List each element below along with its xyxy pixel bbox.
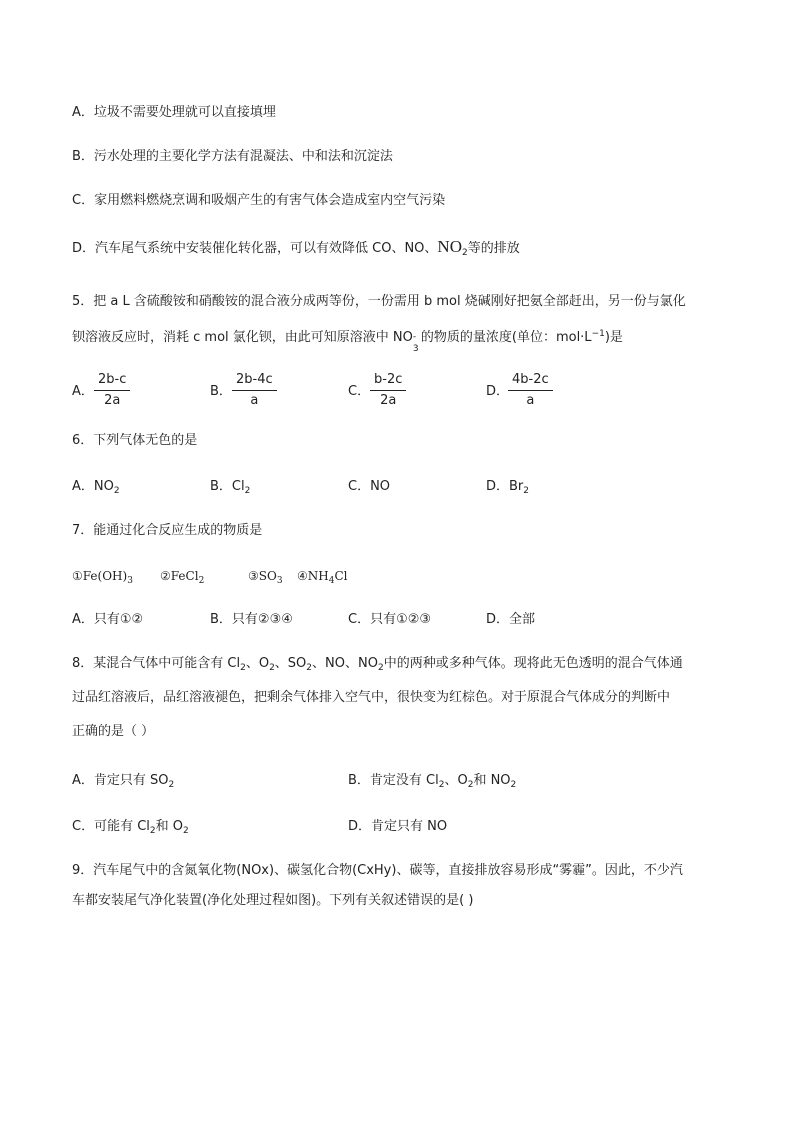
subscript: 2 <box>523 486 530 496</box>
q6-option-d <box>486 478 529 496</box>
subscript: 2 <box>240 663 246 673</box>
q8-stem-text2: 过品红溶液后，品红溶液褪色，把剩余气体排入空气中，很快变为红棕色。对于原混合气体成分的判断中 <box>72 690 671 705</box>
q5-option-b-fraction <box>232 372 277 409</box>
q9-stem-line2 <box>72 892 473 910</box>
q4-option-c <box>72 192 445 210</box>
subscript: 3 <box>276 576 283 586</box>
q7-item-1-text: ①Fe(OH) <box>72 569 128 583</box>
q8-stem-line3 <box>72 723 154 741</box>
fraction-numerator: 2b-c <box>94 372 130 391</box>
subscript: 4 <box>328 576 335 586</box>
q8-option-b-text3: 和 NO <box>473 773 511 788</box>
q9-stem-text1: 9．汽车尾气中的含氮氧化物(NOx)、碳氢化合物(CxHy)、碳等，直接排放容易形成“雾霾”。因此，不少汽 <box>72 863 683 878</box>
q8-text-d: 、NO、NO <box>312 656 378 671</box>
q7-option-c: C．只有①②③ <box>348 612 432 627</box>
q8-text-c: 、SO <box>274 656 307 671</box>
subscript: 2 <box>467 780 474 790</box>
q4-option-d-end: 等的排放 <box>467 241 520 256</box>
no2-formula: NO <box>437 237 462 256</box>
q5-unit-text: 的物质的量浓度(单位：mol·L <box>420 330 592 345</box>
q7-item-3 <box>248 567 283 585</box>
q5-stem-text1: 5．把 a L 含硫酸铵和硝酸铵的混合液分成两等份，一份需用 b mol 烧碱刚好把氨全部赶出，另一份与氯化 <box>72 294 686 309</box>
q4-option-d-text: D．汽车尾气系统中安装催化转化器，可以有效降低 CO、NO、 <box>72 241 438 256</box>
q9-stem-text2: 车都安装尾气净化装置(净化处理过程如图)。下列有关叙述错误的是( ) <box>72 893 474 908</box>
q6-option-a <box>72 478 120 496</box>
q8-option-a <box>72 772 174 790</box>
subscript: 2 <box>149 826 156 836</box>
subscript: 2 <box>198 576 205 586</box>
q7-item-1 <box>72 567 133 585</box>
fraction-denominator: a <box>526 393 535 408</box>
q7-item-4-text: ④NH <box>297 569 329 583</box>
q7-stem-text: 7．能通过化合反应生成的物质是 <box>72 523 263 538</box>
q5-option-c-label: C． <box>348 384 371 399</box>
q5-stem-end: )是 <box>604 330 623 345</box>
subscript: 2 <box>377 663 384 673</box>
q7-item-2-text: ②FeCl <box>160 569 199 583</box>
q5-option-d-label: D． <box>486 384 510 399</box>
subscript: 2 <box>168 780 175 790</box>
q6-stem <box>72 432 197 450</box>
q6-option-b-text: B．Cl <box>210 479 245 494</box>
q6-option-a-text: A．NO <box>72 479 114 494</box>
q4-option-c-text: C．家用燃料燃烧烹调和吸烟产生的有害气体会造成室内空气污染 <box>72 193 446 208</box>
q5-stem-line1 <box>72 293 686 311</box>
unit-exponent: −1 <box>591 329 605 339</box>
q6-option-c-text: C．NO <box>348 479 391 494</box>
q5-stem-line2: 钡溶液反应时，消耗 c mol 氯化钡，由此可知原溶液中 NO - 3 的物质的量浓度(单位：$mol\cdot L^{-1}$)是 <box>72 329 623 354</box>
q7-item-4 <box>297 567 348 585</box>
fraction-numerator: b-2c <box>370 372 406 391</box>
fraction-numerator: 4b-2c <box>508 372 553 391</box>
q8-option-b-text2: 、O <box>444 773 468 788</box>
subscript: 2 <box>244 486 251 496</box>
q5-option-d-fraction <box>508 372 553 409</box>
q8-text-a: 8．某混合气体中可能含有 Cl <box>72 656 241 671</box>
q5-option-b-label: B． <box>210 384 232 399</box>
q5-option-a-label: A． <box>72 384 94 399</box>
q7-option-a: A．只有①② <box>72 612 144 627</box>
q8-option-d: D．肯定只有 NO <box>348 819 448 834</box>
q8-option-b-text: B．肯定没有 Cl <box>348 773 439 788</box>
subscript: 2 <box>510 780 517 790</box>
q7-option-d: D．全部 <box>486 612 536 627</box>
fraction-denominator: 2a <box>380 393 397 408</box>
subscript: 2 <box>269 663 275 673</box>
q7-item-2 <box>160 567 204 585</box>
q5-stem-text2: 钡溶液反应时，消耗 c mol 氯化钡，由此可知原溶液中 NO <box>72 330 413 345</box>
fraction-numerator: 2b-4c <box>232 372 277 391</box>
subscript: 2 <box>438 780 445 790</box>
q8-stem-line1 <box>72 655 683 673</box>
q6-option-b <box>210 478 250 496</box>
subscript: 2 <box>113 486 120 496</box>
q8-stem-text3: 正确的是（ ） <box>72 724 155 739</box>
q6-option-d-text: D．Br <box>486 479 524 494</box>
q7-item-3-text: ③SO <box>248 569 277 583</box>
q8-option-c-text2: 和 O <box>155 819 184 834</box>
q7-option-b: B．只有②③④ <box>210 612 293 627</box>
q4-option-b <box>72 148 393 166</box>
subscript: 3 <box>127 576 133 586</box>
q8-option-a-text: A．肯定只有 SO <box>72 773 169 788</box>
q8-text-b: 、O <box>245 656 270 671</box>
q8-text-e: 中的两种或多种气体。现将此无色透明的混合气体通 <box>383 656 683 671</box>
q6-stem-text: 6．下列气体无色的是 <box>72 433 198 448</box>
q9-stem-line1 <box>72 862 683 880</box>
no2-subscript: 2 <box>461 248 468 258</box>
q5-option-c-fraction <box>370 372 406 409</box>
subscript: 2 <box>183 826 189 836</box>
q4-option-b-text: B．污水处理的主要化学方法有混凝法、中和法和沉淀法 <box>72 149 393 164</box>
q7-item-4-end: Cl <box>334 569 348 583</box>
fraction-denominator: 2a <box>104 393 121 408</box>
subscript: 2 <box>306 663 313 673</box>
q4-option-a <box>72 104 276 122</box>
q4-option-a-text: A．垃圾不需要处理就可以直接填埋 <box>72 105 276 120</box>
q5-option-a-fraction <box>94 372 130 409</box>
q7-stem <box>72 522 262 540</box>
q4-option-d <box>72 238 520 258</box>
q8-option-c <box>72 818 189 836</box>
q8-stem-line2 <box>72 689 670 707</box>
fraction-denominator: a <box>250 393 259 408</box>
q8-option-c-text: C．可能有 Cl <box>72 819 150 834</box>
q8-option-b <box>348 772 516 790</box>
q6-option-c <box>348 478 390 496</box>
